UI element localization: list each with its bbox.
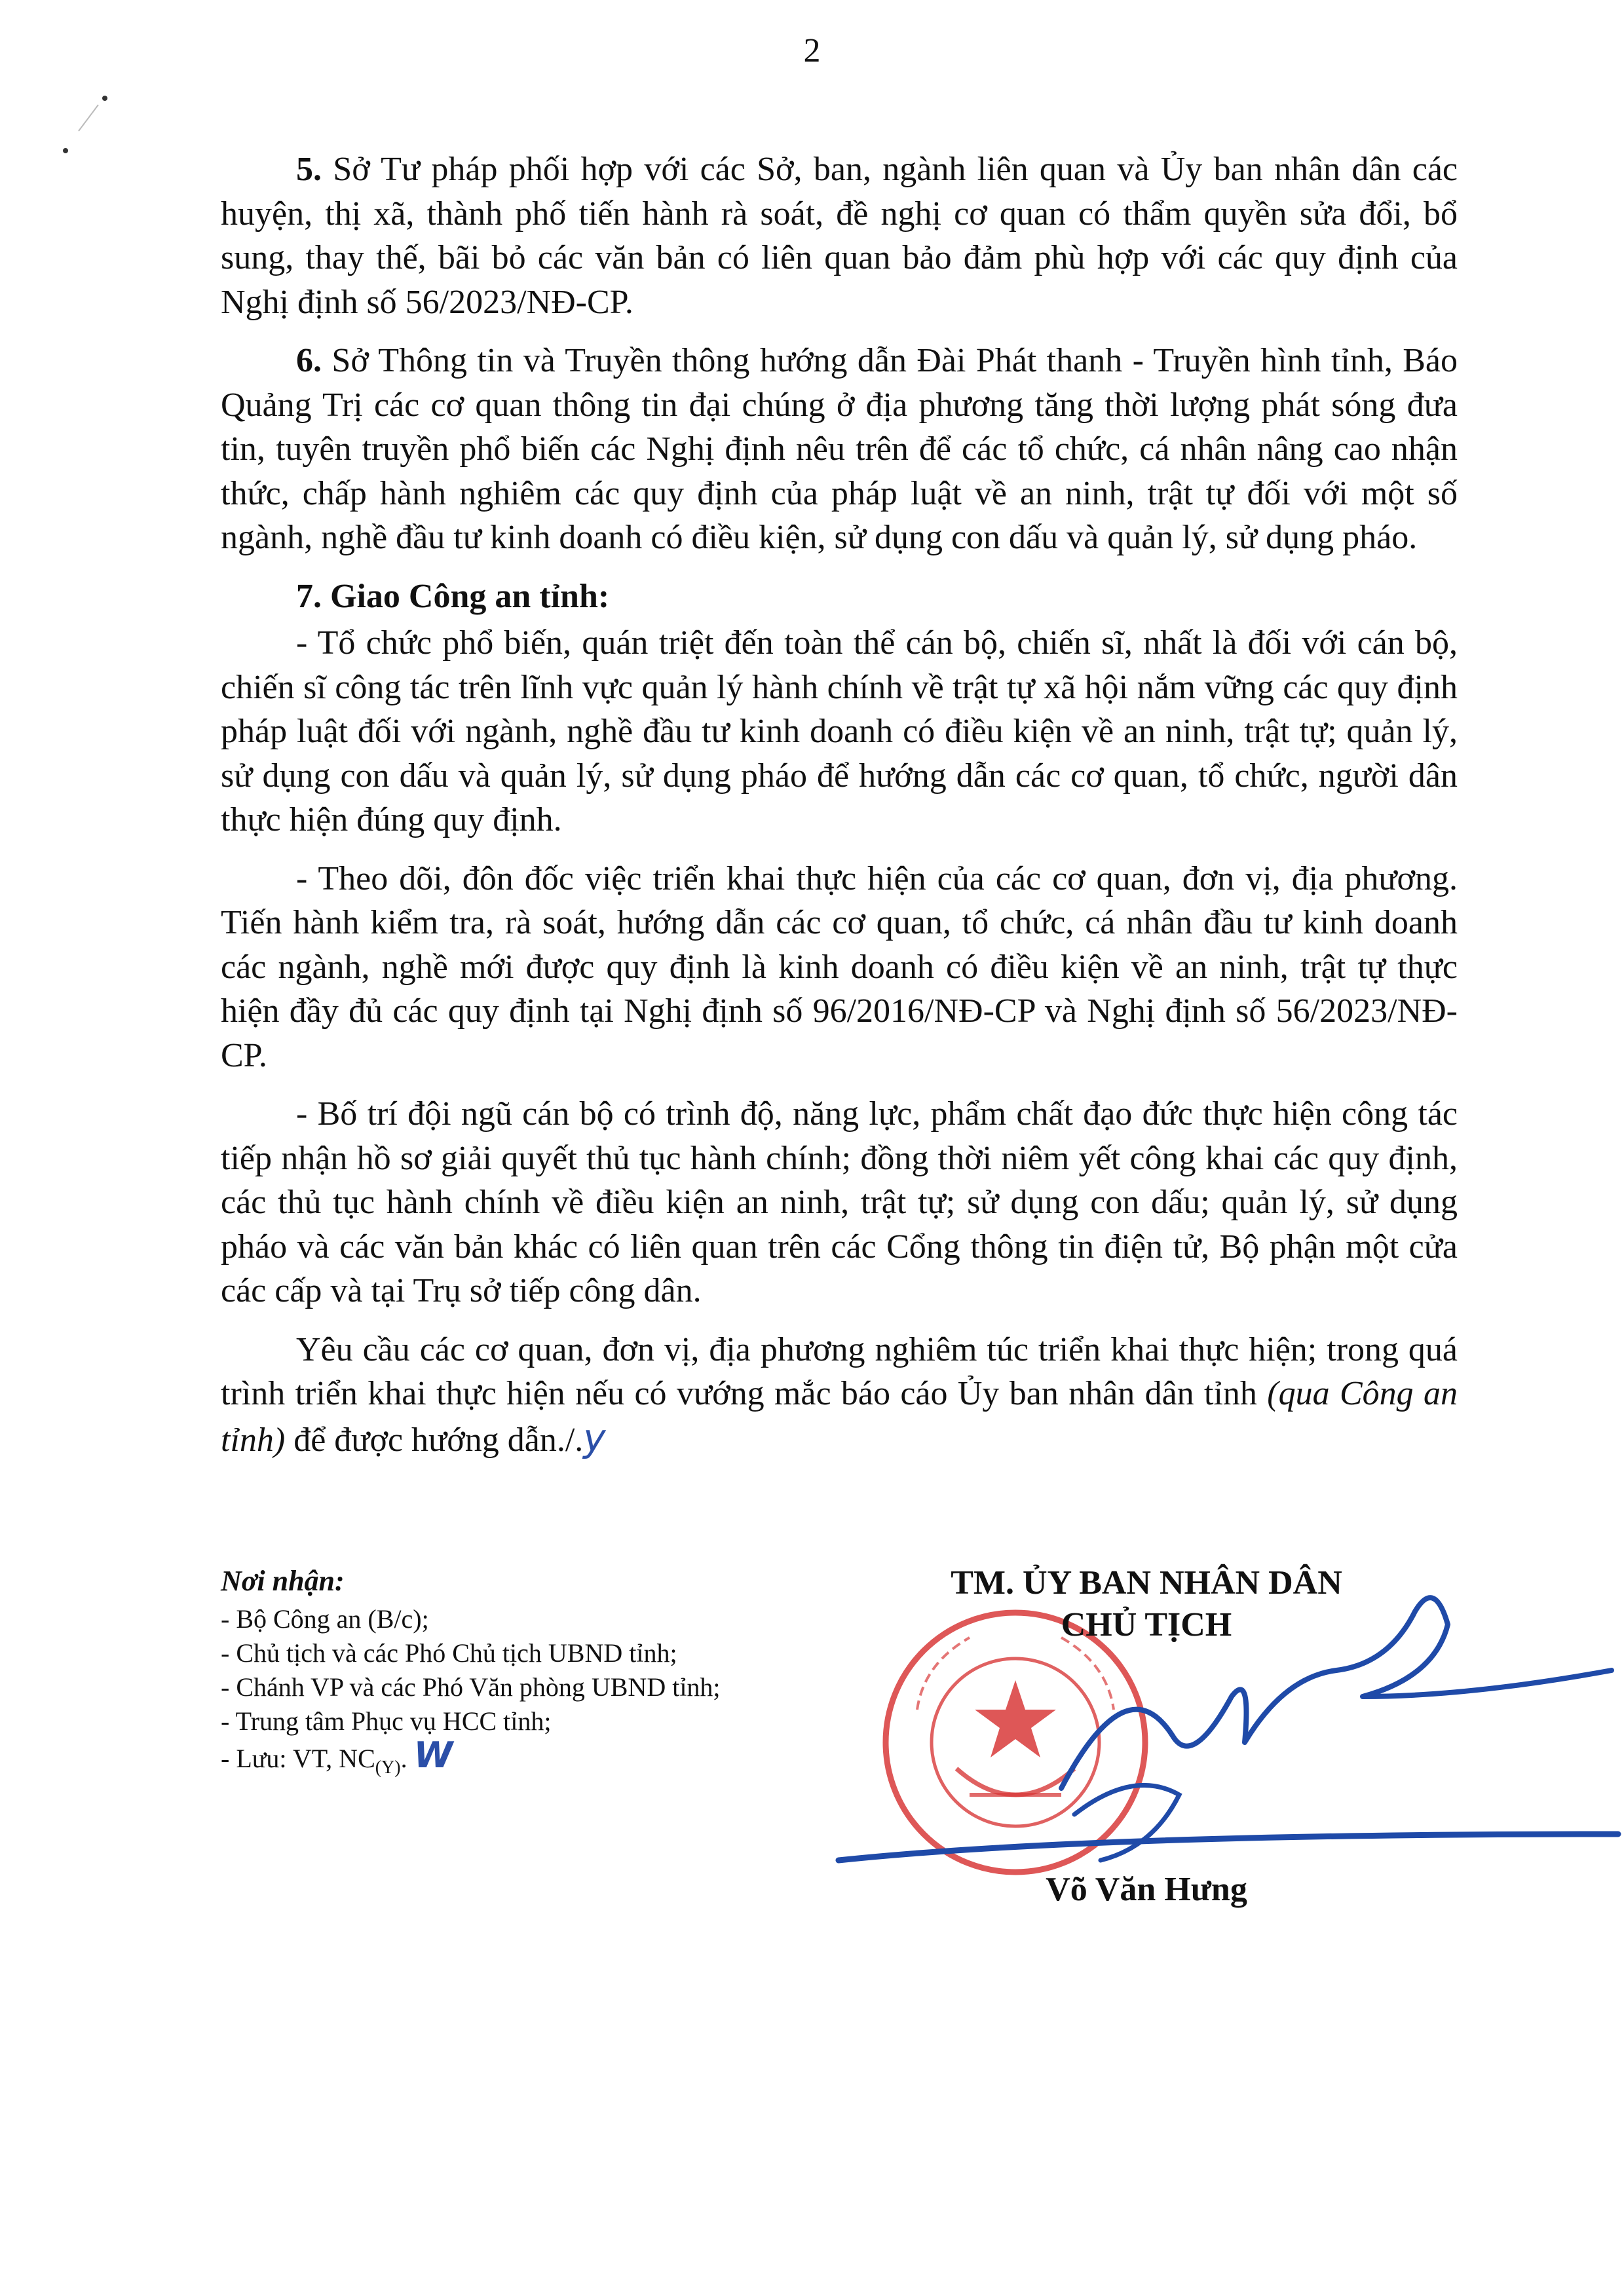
section-7-heading: 7. Giao Công an tỉnh: bbox=[296, 577, 610, 615]
closing-text: Yêu cầu các cơ quan, đơn vị, địa phương nghiêm túc triển khai thực hiện; trong quá trình triển khai thực hiện nếu có vướng mắc báo cáo Ủy ban nhân dân tỉnh bbox=[221, 1330, 1458, 1412]
paragraph-6-text: Sở Thông tin và Truyền thông hướng dẫn Đài Phát thanh - Truyền hình tỉnh, Báo Quảng Trị các cơ quan thông tin đại chúng ở địa phương tăng thời lượng phát sóng đưa tin, tuyên truyền phổ biến các Nghị định nêu trên để các tổ chức, cá nhân nâng cao nhận thức, chấp hành nghiêm các quy định của pháp luật về an ninh, trật tự đối với một số ngành, nghề đầu tư kinh doanh có điều kiện, sử dụng con dấu và quản lý, sử dụng pháo. bbox=[221, 342, 1458, 556]
recipient-item-archive bbox=[221, 1735, 876, 1785]
paragraph-5-number: 5. bbox=[296, 151, 322, 188]
signature-organization: TM. ỦY BAN NHÂN DÂN bbox=[951, 1564, 1342, 1602]
recipients-block bbox=[221, 1564, 876, 1785]
signature-role: CHỦ TỊCH bbox=[1061, 1606, 1232, 1643]
archive-sub: (Y) bbox=[375, 1757, 401, 1778]
closing-italic: (qua Công an tỉnh) bbox=[221, 1375, 1458, 1459]
archive-label: - Lưu: VT, NC bbox=[221, 1744, 375, 1773]
page-number: 2 bbox=[803, 32, 821, 69]
document-body bbox=[221, 147, 1458, 1476]
closing-paragraph bbox=[221, 1328, 1458, 1463]
archive-initials: W bbox=[413, 1735, 453, 1776]
archive-suffix: . bbox=[400, 1744, 407, 1773]
bullet-1: - Tổ chức phổ biến, quán triệt đến toàn thể cán bộ, chiến sĩ, nhất là đối với cán bộ, chiến sĩ công tác trên lĩnh vực quản lý hành chính về trật tự xã hội nắm vững các quy định pháp luật đối với ngành, nghề đầu tư kinh doanh có điều kiện về an ninh, trật tự; quản lý, sử dụng con dấu và quản lý, sử dụng pháo để hướng dẫn các cơ quan, tổ chức, người dân thực hiện đúng quy định. bbox=[221, 624, 1458, 838]
paragraph-6-number: 6. bbox=[296, 342, 322, 379]
closing-end: để được hướng dẫn./. bbox=[285, 1421, 584, 1459]
bullet-3: - Bố trí đội ngũ cán bộ có trình độ, năng lực, phẩm chất đạo đức thực hiện công tác tiếp nhận hồ sơ giải quyết thủ tục hành chính; đồng thời niêm yết công khai các quy định, các thủ tục hành chính về điều kiện an ninh, trật tự; sử dụng con dấu; quản lý, sử dụng pháo và các văn bản khác có liên quan trên các Cổng thông tin điện tử, Bộ phận một cửa các cấp và tại Trụ sở tiếp công dân. bbox=[221, 1095, 1458, 1309]
paragraph-5-text: Sở Tư pháp phối hợp với các Sở, ban, ngành liên quan và Ủy ban nhân dân các huyện, thị xã, thành phố tiến hành rà soát, đề nghị cơ quan có thẩm quyền sửa đổi, bổ sung, thay thế, bãi bỏ các văn bản có liên quan bảo đảm phù hợp với các quy định của Nghị định số 56/2023/NĐ-CP. bbox=[221, 151, 1458, 321]
recipient-item: - Trung tâm Phục vụ HCC tỉnh; bbox=[221, 1706, 552, 1736]
paragraph-6 bbox=[221, 339, 1458, 560]
bullet-2: - Theo dõi, đôn đốc việc triển khai thực hiện của các cơ quan, đơn vị, địa phương. Tiến hành kiểm tra, rà soát, hướng dẫn các cơ quan, tổ chức, cá nhân đầu tư kinh doanh các ngành, nghề mới được quy định là kinh doanh có điều kiện về an ninh, trật tự thực hiện đầy đủ các quy định tại Nghị định số 96/2016/NĐ-CP và Nghị định số 56/2023/NĐ-CP. bbox=[221, 859, 1458, 1074]
recipient-item: - Chánh VP và các Phó Văn phòng UBND tỉnh; bbox=[221, 1672, 721, 1702]
recipients-title: Nơi nhận: bbox=[221, 1565, 345, 1597]
handwritten-signature bbox=[825, 1572, 1624, 1913]
paragraph-5 bbox=[221, 147, 1458, 324]
scan-marks bbox=[39, 79, 118, 170]
recipient-item: - Bộ Công an (B/c); bbox=[221, 1604, 429, 1634]
signer-name: Võ Văn Hưng bbox=[1046, 1871, 1247, 1908]
recipient-item: - Chủ tịch và các Phó Chủ tịch UBND tỉnh; bbox=[221, 1638, 677, 1668]
handwritten-initials: y bbox=[583, 1415, 606, 1460]
